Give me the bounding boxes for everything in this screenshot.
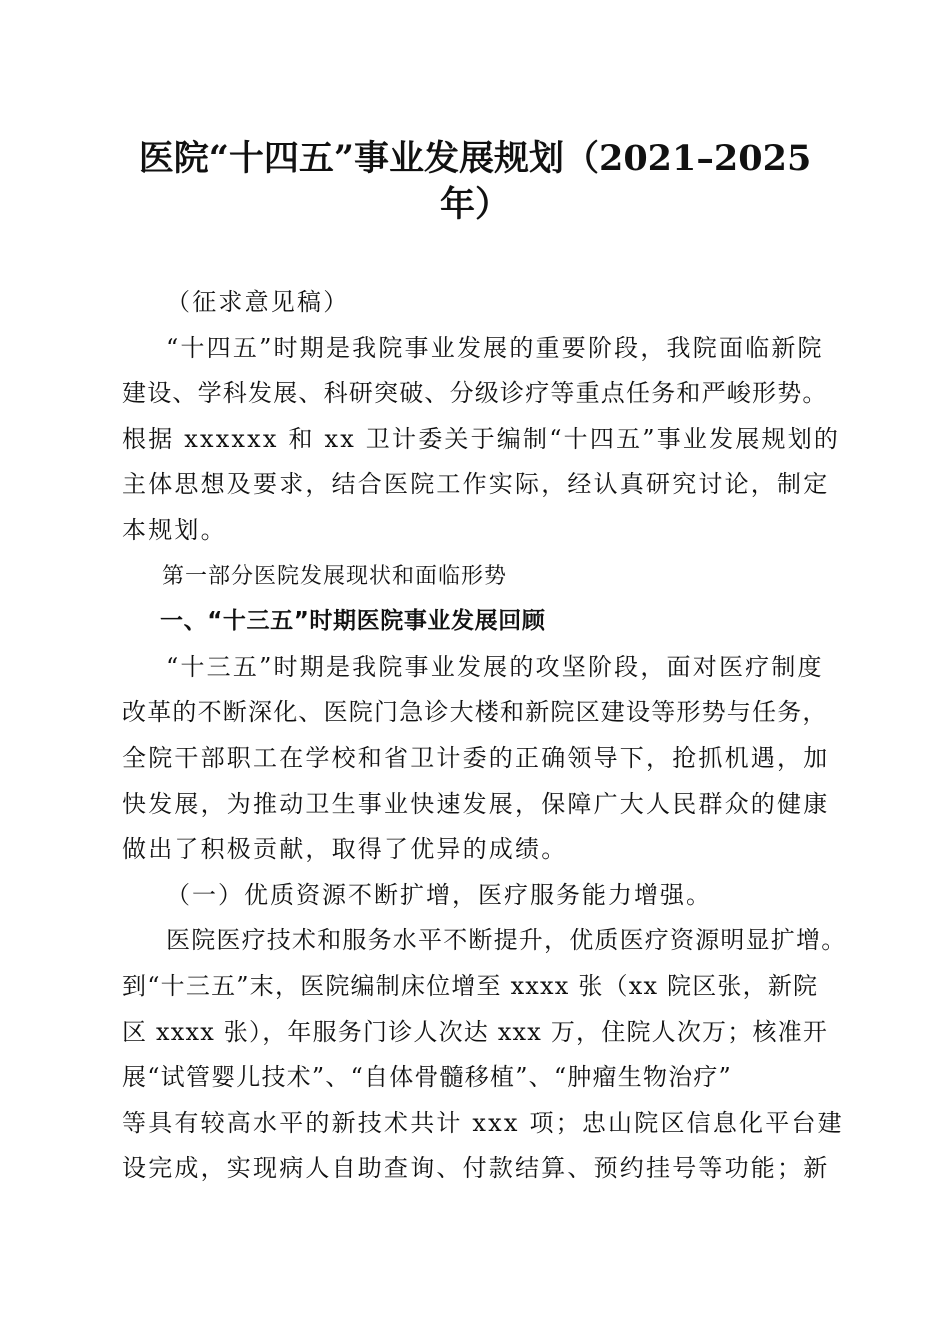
review-line-4: 快发展，为推动卫生事业快速发展，保障广大人民群众的健康 xyxy=(122,789,830,818)
review-line-2: 改革的不断深化、医院门急诊大楼和新院区建设等形势与任务， xyxy=(122,698,828,727)
document-title-line-1: 医院“十四五”事业发展规划（2021–2025 xyxy=(138,138,812,179)
resource-line-1: 医院医疗技术和服务水平不断提升，优质医疗资源明显扩增。 xyxy=(166,926,847,955)
intro-line-1: “十四五”时期是我院事业发展的重要阶段，我院面临新院 xyxy=(166,333,824,362)
resource-line-4: 展“试管婴儿技术”、“自体骨髓移植”、“肿瘤生物治疗” xyxy=(122,1063,733,1092)
review-line-3: 全院干部职工在学校和省卫计委的正确领导下，抢抓机遇，加 xyxy=(122,743,830,772)
section-one-heading: 一、“十三五”时期医院事业发展回顾 xyxy=(160,608,546,635)
resource-line-5: 等具有较高水平的新技术共计 xxx 项；忠山院区信息化平台建 xyxy=(122,1108,844,1137)
intro-line-3: 根据 xxxxxx 和 xx 卫计委关于编制“十四五”事业发展规划的 xyxy=(122,424,841,453)
resource-line-2: 到“十三五”末，医院编制床位增至 xxxx 张（xx 院区张，新院 xyxy=(122,971,819,1000)
intro-line-2: 建设、学科发展、科研突破、分级诊疗等重点任务和严峻形势。 xyxy=(122,379,828,408)
resource-line-6: 设完成，实现病人自助查询、付款结算、预约挂号等功能；新 xyxy=(122,1154,830,1183)
draft-note: （征求意见稿） xyxy=(166,288,350,316)
subsection-one-heading: （一）优质资源不断扩增，医疗服务能力增强。 xyxy=(166,880,712,909)
document-body xyxy=(122,280,847,1192)
review-line-1: “十三五”时期是我院事业发展的攻坚阶段，面对医疗制度 xyxy=(166,652,824,681)
intro-line-4: 主体思想及要求，结合医院工作实际，经认真研究讨论，制定 xyxy=(122,470,830,499)
review-line-5: 做出了积极贡献，取得了优异的成绩。 xyxy=(122,835,568,864)
intro-line-5: 本规划。 xyxy=(122,515,227,544)
resource-line-3: 区 xxxx 张），年服务门诊人次达 xxx 万，住院人次万；核准开 xyxy=(122,1017,829,1046)
document-title-line-2: 年） xyxy=(439,184,510,225)
part-one-heading: 第一部分医院发展现状和面临形势 xyxy=(162,563,508,589)
document-title xyxy=(120,136,830,228)
